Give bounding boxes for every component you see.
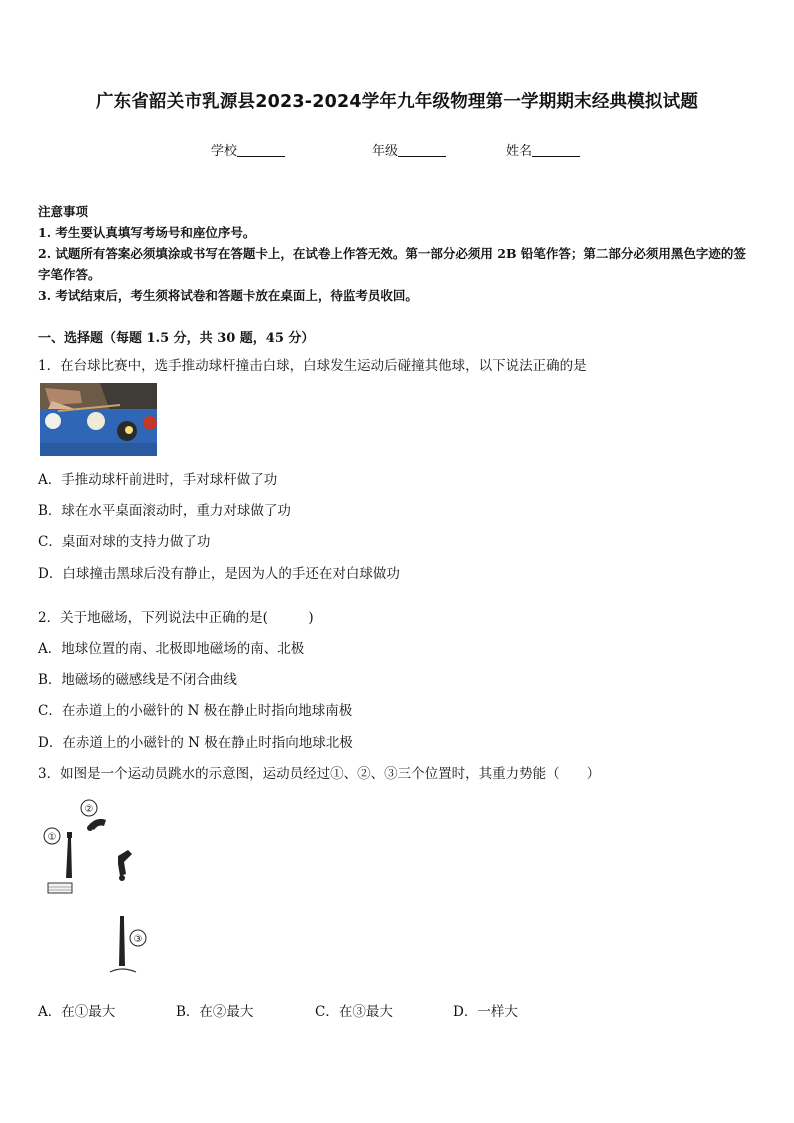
q3-option-d: D．一样大 (453, 1004, 518, 1020)
name-blank (532, 144, 580, 157)
diver-diagram (40, 798, 158, 978)
q1-option-a: A．手推动球杆前进时，手对球杆做了功 (38, 472, 278, 488)
school-label: 学校 (211, 144, 238, 159)
notice-item: 3. 考试结束后，考生须将试卷和答题卡放在桌面上，待监考员收回。 (38, 288, 418, 303)
billiards-photo (40, 383, 157, 456)
school-blank (237, 144, 285, 157)
q2-option-b: B．地磁场的磁感线是不闭合曲线 (38, 672, 237, 688)
q2-option-d: D．在赤道上的小磁针的 N 极在静止时指向地球北极 (38, 735, 353, 751)
notice-heading: 注意事项 (38, 204, 89, 219)
exam-title: 广东省韶关市乳源县2023-2024学年九年级物理第一学期期末经典模拟试题 (95, 92, 699, 112)
notice-item: 2. 试题所有答案必须填涂或书写在答题卡上，在试卷上作答无效。第一部分必须用 2B 铅笔作答；第二部分必须用黑色字迹的签字笔作答。 (38, 246, 746, 282)
q3-option-b: B．在②最大 (176, 1004, 254, 1020)
diver-figure (40, 798, 158, 978)
notice-item: 1. 考生要认真填写考场号和座位序号。 (38, 225, 256, 240)
q2-option-a: A．地球位置的南、北极即地磁场的南、北极 (38, 641, 305, 657)
q1-option-d: D．白球撞击黑球后没有静止，是因为人的手还在对白球做功 (38, 566, 400, 582)
diagram-label-3: ③ (133, 934, 143, 945)
section-heading: 一、选择题（每题 1.5 分，共 30 题，45 分） (38, 331, 315, 346)
billiards-image (40, 383, 157, 456)
name-label: 姓名 (506, 144, 533, 159)
name-field (506, 140, 580, 159)
question-1-stem: 1．在台球比赛中，选手推动球杆撞击白球，白球发生运动后碰撞其他球，以下说法正确的是 (38, 358, 587, 374)
diagram-label-1: ① (47, 832, 57, 843)
q1-option-c: C．桌面对球的支持力做了功 (38, 534, 211, 550)
notice-block (38, 201, 758, 306)
grade-field (372, 140, 446, 159)
q3-option-a: A．在①最大 (38, 1004, 116, 1020)
question-2-stem: 2．关于地磁场，下列说法中正确的是( ) (38, 610, 314, 626)
q3-option-c: C．在③最大 (315, 1004, 393, 1020)
grade-blank (398, 144, 446, 157)
question-3-stem: 3．如图是一个运动员跳水的示意图，运动员经过①、②、③三个位置时，其重力势能（ ） (38, 766, 601, 782)
q1-option-b: B．球在水平桌面滚动时，重力对球做了功 (38, 503, 291, 519)
q2-option-c: C．在赤道上的小磁针的 N 极在静止时指向地球南极 (38, 703, 353, 719)
school-field (211, 140, 285, 159)
grade-label: 年级 (372, 144, 399, 159)
diagram-label-2: ② (84, 804, 94, 815)
